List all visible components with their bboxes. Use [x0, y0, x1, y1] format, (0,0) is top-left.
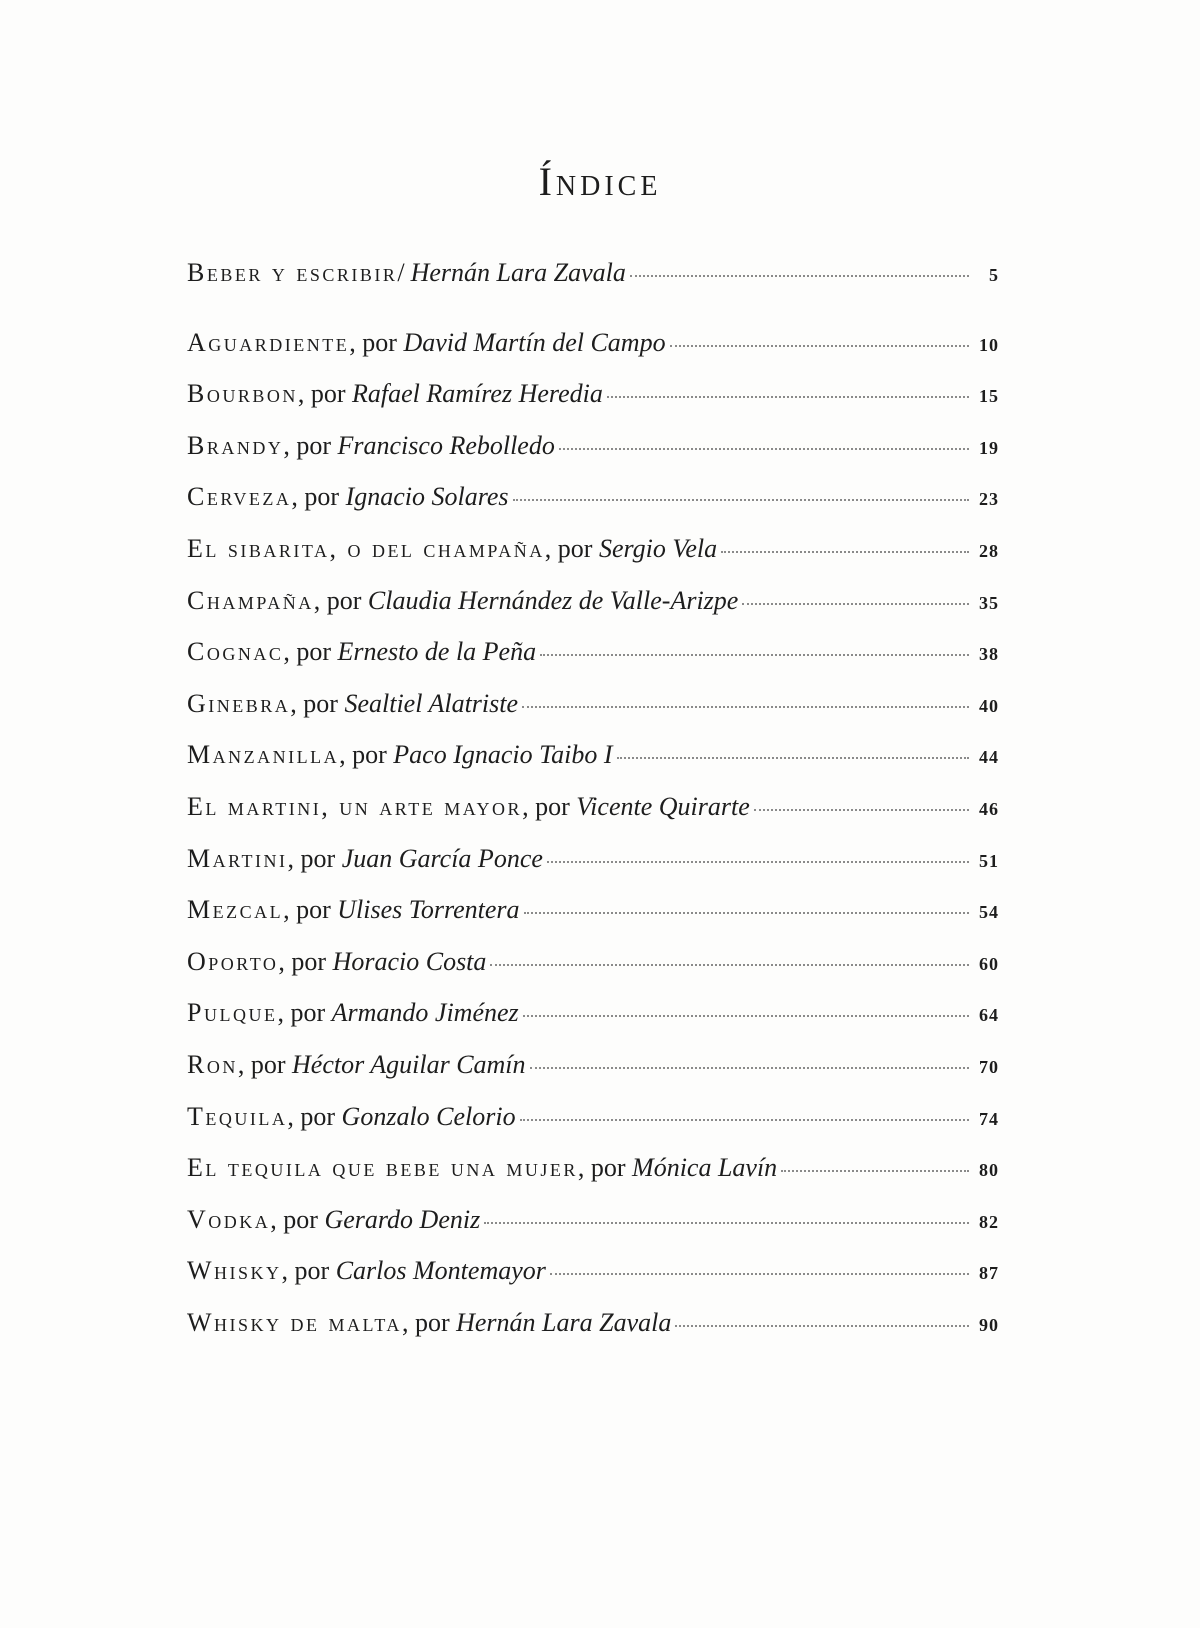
entry-page-number: 60 — [979, 953, 999, 974]
toc-entry — [187, 895, 999, 947]
entry-by: , por — [283, 430, 332, 460]
dot-leader — [607, 396, 969, 398]
entry-by: , por — [283, 637, 332, 667]
entry-author: Rafael Ramírez Heredia — [352, 379, 603, 409]
entry-page-number: 38 — [979, 644, 999, 665]
dot-leader — [522, 706, 969, 708]
entry-by: , por — [278, 946, 327, 976]
entry-by: , por — [283, 895, 331, 925]
table-of-contents — [187, 258, 999, 1359]
dot-leader — [754, 809, 969, 811]
dot-leader — [721, 551, 969, 553]
toc-entry — [187, 1308, 999, 1360]
entry-page-number: 70 — [979, 1056, 999, 1077]
toc-entry — [187, 1153, 999, 1205]
entry-heading: Bourbon — [187, 379, 298, 409]
entry-page-number: 46 — [979, 798, 999, 819]
entry-heading: Cognac — [187, 637, 284, 667]
entry-by: , por — [577, 1153, 626, 1183]
entry-page-number: 40 — [979, 695, 999, 716]
entry-author: Francisco Rebolledo — [337, 430, 555, 460]
entry-by: , por — [522, 791, 570, 821]
entry-by: , por — [237, 1049, 286, 1079]
dot-leader — [484, 1222, 969, 1224]
toc-entry-intro — [187, 258, 999, 310]
dot-leader — [781, 1170, 969, 1172]
entry-author: Hernán Lara Zavala — [456, 1307, 672, 1337]
toc-entry — [187, 586, 999, 638]
toc-entry — [187, 998, 999, 1050]
entry-author: Ignacio Solares — [345, 482, 509, 512]
toc-entry — [187, 689, 999, 741]
entry-by: , por — [277, 998, 326, 1028]
entry-page-number: 23 — [979, 489, 999, 510]
entry-author: David Martín del Campo — [403, 327, 666, 357]
entry-page-number: 28 — [979, 540, 999, 561]
dot-leader — [524, 912, 969, 914]
page-title: Índice — [538, 159, 662, 204]
entry-heading: Ginebra — [187, 688, 291, 718]
toc-entry — [187, 844, 999, 896]
entry-author: Gonzalo Celorio — [341, 1101, 516, 1131]
entry-page-number: 80 — [979, 1160, 999, 1181]
entry-author: Gerardo Deniz — [324, 1204, 481, 1234]
entry-page-number: 44 — [979, 747, 999, 768]
toc-entry-list — [187, 328, 999, 1360]
entry-by: , por — [297, 379, 346, 409]
toc-entry — [187, 379, 999, 431]
entry-heading: El sibarita, o del champaña — [187, 533, 545, 563]
entry-author: Héctor Aguilar Camín — [292, 1049, 526, 1079]
entry-author: Ernesto de la Peña — [337, 637, 537, 667]
toc-entry — [187, 1102, 999, 1154]
entry-page-number: 74 — [979, 1108, 999, 1129]
entry-heading: Brandy — [187, 430, 284, 460]
entry-heading: Beber y escribir — [187, 258, 398, 287]
entry-by: , por — [313, 585, 362, 615]
entry-by: , por — [291, 482, 340, 512]
entry-by: , por — [287, 1101, 336, 1131]
entry-page-number: 82 — [979, 1211, 999, 1232]
toc-entry — [187, 637, 999, 689]
entry-author: Armando Jiménez — [331, 998, 519, 1028]
entry-page-number: 90 — [979, 1314, 999, 1335]
entry-author: Sealtiel Alatriste — [344, 688, 519, 718]
entry-heading: El martini, un arte mayor — [187, 791, 523, 821]
entry-heading: Mezcal — [187, 895, 284, 925]
toc-entry — [187, 534, 999, 586]
entry-author: Ulises Torrentera — [337, 895, 520, 925]
entry-separator: / — [397, 258, 405, 287]
entry-heading: Pulque — [187, 998, 278, 1028]
entry-page-number: 19 — [979, 437, 999, 458]
entry-author: Horacio Costa — [332, 946, 487, 976]
dot-leader — [670, 345, 969, 347]
dot-leader — [550, 1273, 969, 1275]
entry-author: Juan García Ponce — [341, 843, 543, 873]
dot-leader — [617, 757, 969, 759]
toc-entry — [187, 1205, 999, 1257]
dot-leader — [523, 1015, 969, 1017]
entry-by: , por — [290, 688, 338, 718]
dot-leader — [490, 964, 969, 966]
entry-page-number: 15 — [979, 386, 999, 407]
entry-by: , por — [401, 1307, 450, 1337]
dot-leader — [630, 275, 969, 277]
entry-by: , por — [270, 1204, 318, 1234]
dot-leader — [520, 1119, 969, 1121]
entry-author: Hernán Lara Zavala — [410, 258, 626, 287]
dot-leader — [530, 1067, 969, 1069]
entry-author: Paco Ignacio Taibo I — [393, 740, 613, 770]
entry-page-number: 87 — [979, 1263, 999, 1284]
entry-heading: Martini — [187, 843, 288, 873]
entry-heading: Whisky de malta — [187, 1307, 402, 1337]
entry-author: Vicente Quirarte — [576, 791, 750, 821]
entry-heading: Tequila — [187, 1101, 288, 1131]
entry-author: Sergio Vela — [598, 533, 718, 563]
entry-page-number: 64 — [979, 1005, 999, 1026]
toc-entry — [187, 740, 999, 792]
dot-leader — [559, 448, 969, 450]
entry-author: Carlos Montemayor — [335, 1256, 546, 1286]
dot-leader — [742, 603, 969, 605]
entry-heading: Whisky — [187, 1256, 282, 1286]
entry-heading: Cerveza — [187, 482, 292, 512]
entry-author: Claudia Hernández de Valle-Arizpe — [367, 585, 739, 615]
toc-entry — [187, 792, 999, 844]
entry-heading: Ron — [187, 1049, 238, 1079]
entry-by: , por — [349, 327, 397, 357]
toc-entry — [187, 328, 999, 380]
entry-by: , por — [339, 740, 387, 770]
toc-entry — [187, 1050, 999, 1102]
entry-heading: El tequila que bebe una mujer — [187, 1153, 578, 1183]
entry-page-number: 35 — [979, 592, 999, 613]
entry-heading: Oporto — [187, 946, 279, 976]
dot-leader — [540, 654, 969, 656]
entry-author: Mónica Lavín — [632, 1153, 778, 1183]
entry-page-number: 54 — [979, 902, 999, 923]
entry-heading: Champaña — [187, 585, 314, 615]
entry-heading: Vodka — [187, 1204, 271, 1234]
entry-heading: Aguardiente — [187, 327, 350, 357]
toc-entry — [187, 482, 999, 534]
entry-by: , por — [281, 1256, 330, 1286]
dot-leader — [547, 861, 969, 863]
entry-page-number: 51 — [979, 850, 999, 871]
entry-page-number: 10 — [979, 334, 999, 355]
toc-entry — [187, 947, 999, 999]
entry-page-number: 5 — [989, 265, 999, 285]
dot-leader — [675, 1325, 969, 1327]
toc-entry — [187, 431, 999, 483]
entry-by: , por — [287, 843, 336, 873]
dot-leader — [513, 499, 969, 501]
entry-heading: Manzanilla — [187, 740, 340, 770]
entry-by: , por — [544, 533, 593, 563]
toc-entry — [187, 1256, 999, 1308]
